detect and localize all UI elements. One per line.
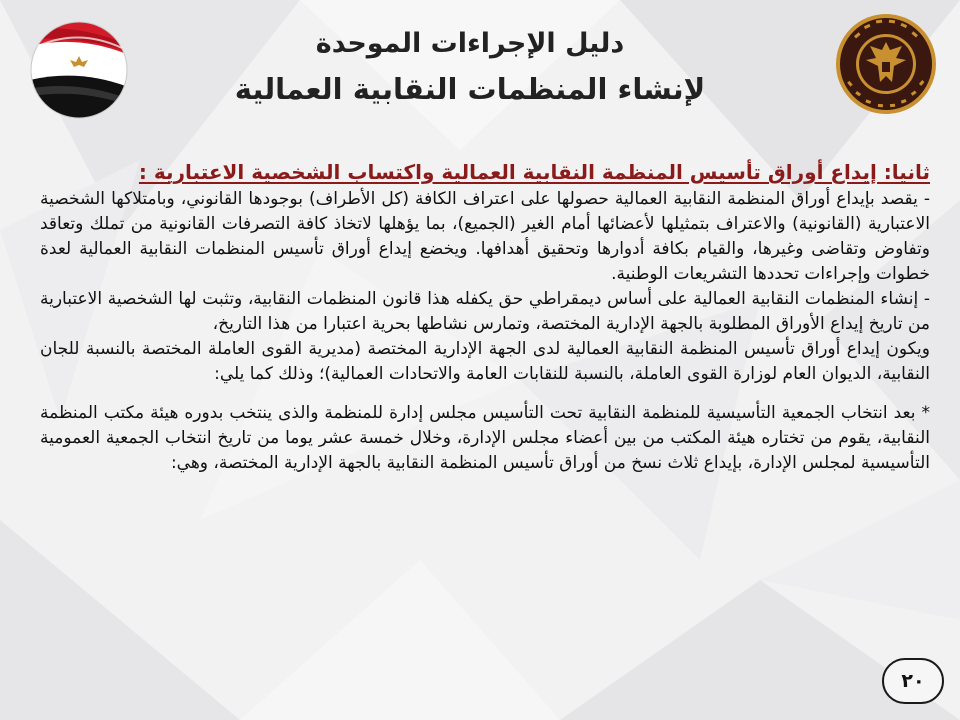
title-line-1: دليل الإجراءات الموحدة xyxy=(315,28,625,59)
paragraph-definition: - يقصد بإيداع أوراق المنظمة النقابية العمالية حصولها على اعتراف الكافة (كل الأطراف) بوجودها القانوني، وبامتلاكها الشخصية الاعتبارية (القانونية) والاعتراف بتمثيلها لأعضائها أمام الغير (الجميع)، بما يؤهلها لاتخاذ كافة التصرفات القانونية من تملك وتعاقد وتفاوض وتقاضى وغيرها، والقيام بكافة أدوارها وتحقيق أهدافها. ويخضع إيداع أوراق تأسيس المنظمات النقابية العمالية لعدة خطوات وإجراءات تحددها التشريعات الوطنية. xyxy=(40,189,930,284)
ministry-logo xyxy=(834,12,938,116)
page-number-badge xyxy=(882,658,944,704)
section-heading: ثانيا: إيداع أوراق تأسيس المنظمة النقابية العمالية واكتساب الشخصية الاعتبارية : xyxy=(138,160,930,184)
paragraph-deposit-authority: ويكون إيداع أوراق تأسيس المنظمة النقابية العمالية لدى الجهة الإدارية المختصة (مديرية القوى العاملة المختصة بالنسبة للجان النقابية، الديوان العام لوزارة القوى العاملة، بالنسبة للنقابات العامة والاتحادات العمالية)؛ وذلك كما يلي: xyxy=(40,339,930,384)
document-body xyxy=(40,158,930,476)
egypt-flag-globe xyxy=(22,18,136,122)
eagle-emblem-icon xyxy=(834,12,938,116)
page-number: ٢٠ xyxy=(901,670,925,692)
page-title xyxy=(200,22,740,112)
egypt-flag-globe-icon xyxy=(22,18,136,122)
title-line-2: لإنشاء المنظمات النقابية العمالية xyxy=(234,72,706,106)
paragraph-board-election: * بعد انتخاب الجمعية التأسيسية للمنظمة النقابية تحت التأسيس مجلس إدارة للمنظمة والذى ينتخب بدوره هيئة مكتب المنظمة النقابية، يقوم من تختاره هيئة المكتب من بين أعضاء مجلس الإدارة، وخلال خمسة عشر يوما من تاريخ انتخاب الجمعية العمومية التأسيسية لمجلس الإدارة، بإيداع ثلاث نسخ من أوراق تأسيس المنظمة النقابية بالجهة الإدارية المختصة، وهي: xyxy=(40,403,930,473)
paragraph-establishment: - إنشاء المنظمات النقابية العمالية على أساس ديمقراطي حق يكفله هذا قانون المنظمات النقابية، وتثبت لها الشخصية الاعتبارية من تاريخ إيداع الأوراق المطلوبة بالجهة الإدارية المختصة، وتمارس نشاطها بحرية اعتبارا من هذا التاريخ، xyxy=(40,289,930,334)
